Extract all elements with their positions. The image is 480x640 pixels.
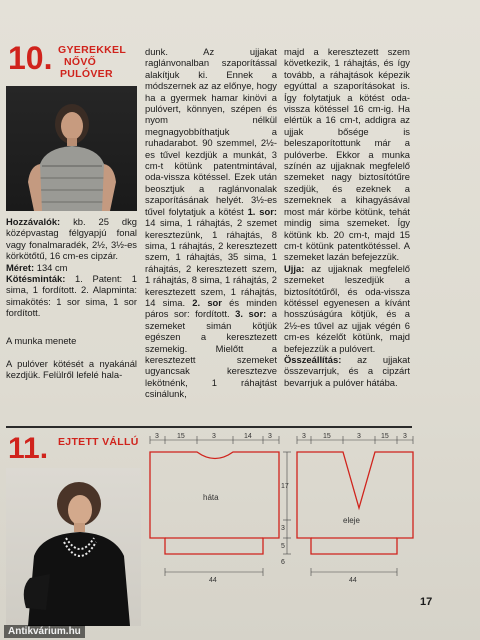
watermark: Antikvárium.hu	[4, 625, 85, 638]
dim-right-2: 15	[323, 433, 331, 440]
woman-dropped-shoulder-photo	[6, 468, 141, 626]
dim-left-4: 14	[244, 433, 252, 440]
dim-right-3: 3	[357, 433, 361, 440]
patterns-label: Kötésminták:	[6, 273, 66, 285]
size-label: Méret:	[6, 261, 35, 273]
patterns-text: 1. Patent: 1 sima, 1 fordított. 2. Alapminta: simakötés: 1 sor sima, 1 sor fordított.	[6, 273, 137, 319]
size-paragraph	[6, 262, 137, 273]
front-piece-label: eleje	[343, 516, 360, 525]
assembly-text: az ujjakat összevarrjuk, és a cipzárt bevarrjuk a pulóver hátába.	[284, 353, 410, 388]
assembly-label: Összeállítás:	[284, 353, 342, 365]
intro-text: dunk. Az ujjakat raglánvonalban szaporítással alakítjuk ki. Ennek a módszernek az az előnye, hogy ha a gyermek hamar kinövi a pulóvert, könnyen, szépen és nyom nélkül megnagyobbíthatjuk a ruhadarabot. 90 szemmel, 2½-es tűvel kezdjük a munkát, 3 cm-t kötünk patentmintával, oda-vissza kötéssel. Ezek után beosztjuk a raglánvonalak szaporításának helyét. 3½-es tűvel folytatjuk a kötést	[145, 46, 277, 217]
page-number: 17	[420, 596, 433, 608]
section-10-title	[58, 44, 126, 80]
dim-bottom-left: 44	[209, 577, 217, 584]
sleeves-text: az ujjaknak megfelelő szemeket leszedjük a biztosítótűről, és oda-vissza kötéssel egyenesen a kívánt hosszúságúra kötjük, és a 2½-es tűvel az ujjak végén 6 cm-es kézelőt kötünk, majd befejezzük a pulóvert.	[284, 262, 410, 354]
materials-paragraph	[6, 216, 137, 262]
dim-side-1: 17	[281, 483, 289, 490]
dim-side-3: 5	[281, 543, 285, 550]
section-10-number: 10.	[8, 40, 53, 76]
dim-left-2: 15	[177, 433, 185, 440]
row-2-text: és minden páros sor: fordított.	[145, 296, 278, 320]
dim-left-3: 3	[212, 433, 216, 440]
title-line-1: GYEREKKEL	[58, 44, 127, 56]
row-2-label: 2. sor	[192, 296, 222, 308]
size-text: 134 cm	[34, 261, 68, 273]
column-2-paragraph	[145, 46, 277, 400]
dim-left-1: 3	[155, 433, 159, 440]
dimension-labels	[155, 433, 407, 584]
dim-right-1: 3	[302, 433, 306, 440]
woman-figure-illustration	[6, 468, 141, 626]
patterns-paragraph	[6, 273, 137, 319]
girl-figure-illustration	[6, 86, 137, 211]
back-piece-label: háta	[203, 493, 219, 502]
dim-right-5: 3	[403, 433, 407, 440]
section-10-column-2	[145, 46, 277, 400]
sleeves-label: Ujja:	[284, 262, 305, 274]
section-11-number: 11.	[8, 432, 49, 465]
row-1-label: 1. sor:	[247, 205, 277, 217]
assembly-paragraph	[284, 354, 410, 388]
title-line-2: NŐVŐ	[64, 56, 97, 68]
section-10-column-1	[6, 216, 137, 381]
materials-label: Hozzávalók:	[6, 216, 61, 227]
method-text: A pulóver kötését a nyakánál kezdjük. Felülről lefelé hala-	[6, 358, 137, 381]
row-1-text: 14 sima, 1 ráhajtás, 2 szemet keresztezünk, 1 ráhajtás, 8 sima, 1 ráhajtás, 2 keresztezett szem, 1 ráhajtás, 35 sima, 1 ráhajtás, 2 keresztezett szem, 1 ráhajtás, 8 sima, 1 ráhajtás, 2 keresztezett szem, 1 ráhajtás, 14 sima.	[145, 217, 277, 308]
materials-text: kb. 25 dkg középvastag félgyapjú fonal vagy fonalmaradék, 2½, 3½-es körkötőtű, 16 cm-es cipzár.	[6, 216, 137, 262]
section-10-column-3	[284, 46, 410, 388]
section-divider	[6, 426, 412, 428]
dim-side-2: 3	[281, 525, 285, 532]
title-line-3: PULÓVER	[60, 68, 113, 80]
dim-bottom-right: 44	[349, 577, 357, 584]
dim-left-5: 3	[268, 433, 272, 440]
method-heading: A munka menete	[6, 334, 77, 346]
back-piece-outline	[150, 452, 279, 554]
sleeves-paragraph	[284, 263, 410, 354]
dim-side-4: 6	[281, 559, 285, 566]
pattern-schematic	[145, 430, 420, 598]
front-piece-outline	[297, 452, 413, 554]
girl-sweater-photo	[6, 86, 137, 211]
row-3-text: a szemeket simán kötjük egészen a keresztezett szemekig. Mielőtt a keresztezett szemeket ugyancsak keresztezve lekötnénk, 1 ráhajtást csinálunk,	[145, 308, 277, 400]
section-11-title: EJTETT VÁLLÚ	[58, 436, 139, 448]
column-3-text: majd a keresztezett szem következik, 1 ráhajtás, és így tovább, a ráhajtások képezik egyúttal a szaporításokat is. Így folytatjuk a kötést oda-vissza kötéssel 16 cm-ig. Ha elértük a 16 cm-t, addigra az ujjak bősége is beleszaporítottunk már a pulóverbe. Ekkor a munka színén az ujjaknak megfelelő szemeket nagy biztosítótűre szedjük, és ezeknek a szemeknek a kihagyásával most már körbe kötünk, tehát mindig sima szemeket. Így kötünk kb. 20 cm-t, majd 15 cm-t kötünk patentkötéssel. A szemeket lazán befejezzük.	[284, 46, 410, 263]
dim-right-4: 15	[381, 433, 389, 440]
row-3-label: 3. sor:	[235, 308, 267, 320]
